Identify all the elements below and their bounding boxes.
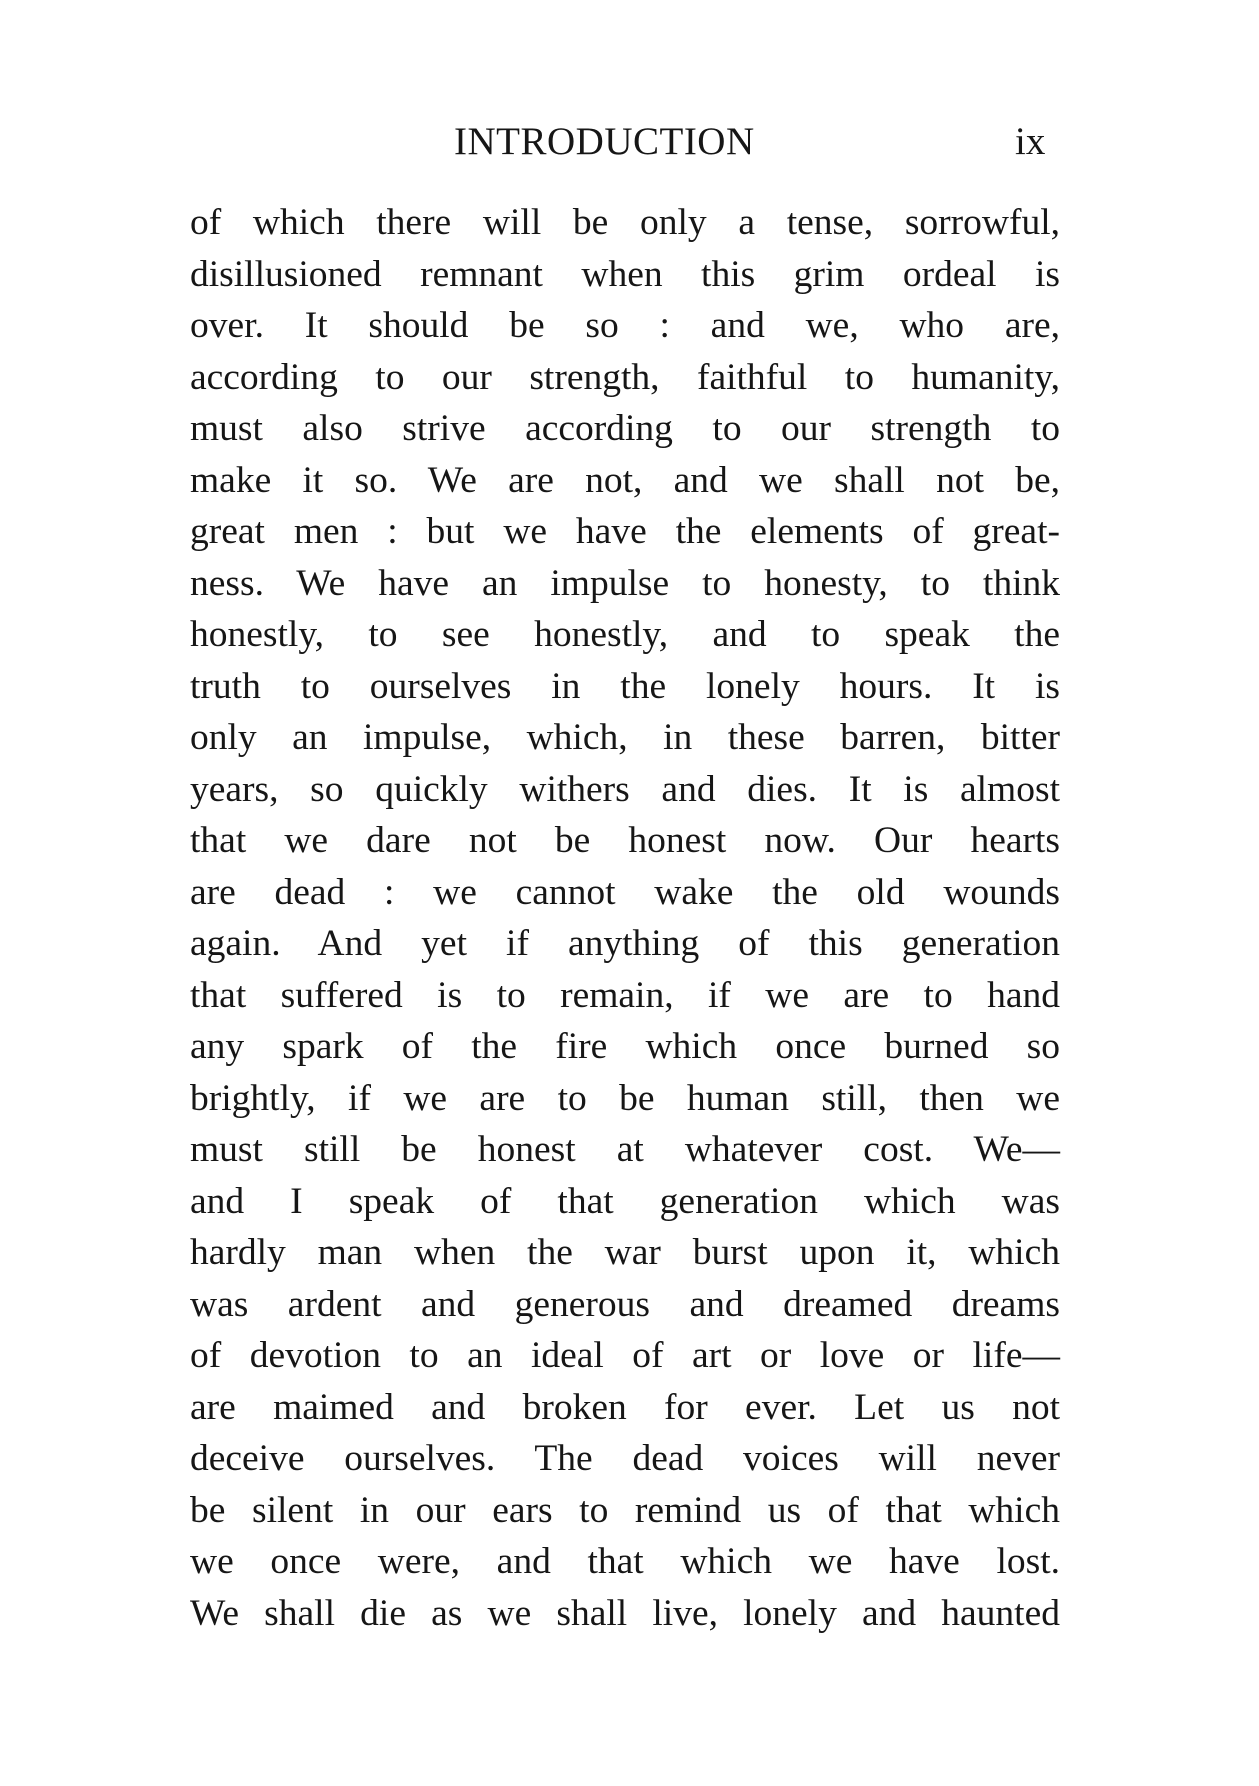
text-line: deceive ourselves. The dead voices will never xyxy=(190,1438,1060,1479)
page-number: ix xyxy=(1015,120,1046,163)
text-line: ness. We have an impulse to honesty, to think xyxy=(190,562,1060,604)
text-line: are dead : we cannot wake the old wounds xyxy=(190,871,1060,913)
text-line: brightly, if we are to be human still, then we xyxy=(190,1077,1060,1119)
text-line: any spark of the fire which once burned so xyxy=(190,1026,1060,1067)
text-line: of devotion to an ideal of art or love or life— xyxy=(190,1335,1060,1376)
text-line: according to our strength, faithful to humanity, xyxy=(190,356,1060,398)
text-line: only an impulse, which, in these barren, bitter xyxy=(190,717,1060,758)
text-line: must also strive according to our strength to xyxy=(190,408,1060,449)
text-line: truth to ourselves in the lonely hours. It is xyxy=(190,665,1060,707)
text-line: great men : but we have the elements of great- xyxy=(190,511,1060,552)
text-line: that suffered is to remain, if we are to hand xyxy=(190,974,1060,1016)
text-line: again. And yet if anything of this generation xyxy=(190,923,1060,964)
text-line: disillusioned remnant when this grim ordeal is xyxy=(190,253,1060,295)
text-line: honestly, to see honestly, and to speak the xyxy=(190,614,1060,655)
running-head-title: INTRODUCTION xyxy=(454,120,755,163)
text-line: over. It should be so : and we, who are, xyxy=(190,305,1060,346)
body-text xyxy=(190,197,1060,1639)
text-line: and I speak of that generation which was xyxy=(190,1180,1060,1222)
text-line: must still be honest at whatever cost. We— xyxy=(190,1129,1060,1170)
text-line: of which there will be only a tense, sorrowful, xyxy=(190,202,1060,243)
text-line: are maimed and broken for ever. Let us not xyxy=(190,1386,1060,1428)
text-line: that we dare not be honest now. Our hearts xyxy=(190,820,1060,861)
text-line: years, so quickly withers and dies. It is almost xyxy=(190,768,1060,810)
text-line: hardly man when the war burst upon it, which xyxy=(190,1232,1060,1273)
text-line: make it so. We are not, and we shall not be, xyxy=(190,459,1060,501)
text-line: be silent in our ears to remind us of that which xyxy=(190,1489,1060,1531)
text-line: was ardent and generous and dreamed dreams xyxy=(190,1283,1060,1325)
text-line: We shall die as we shall live, lonely and haunted xyxy=(190,1592,1060,1634)
text-line: we once were, and that which we have lost. xyxy=(190,1541,1060,1582)
